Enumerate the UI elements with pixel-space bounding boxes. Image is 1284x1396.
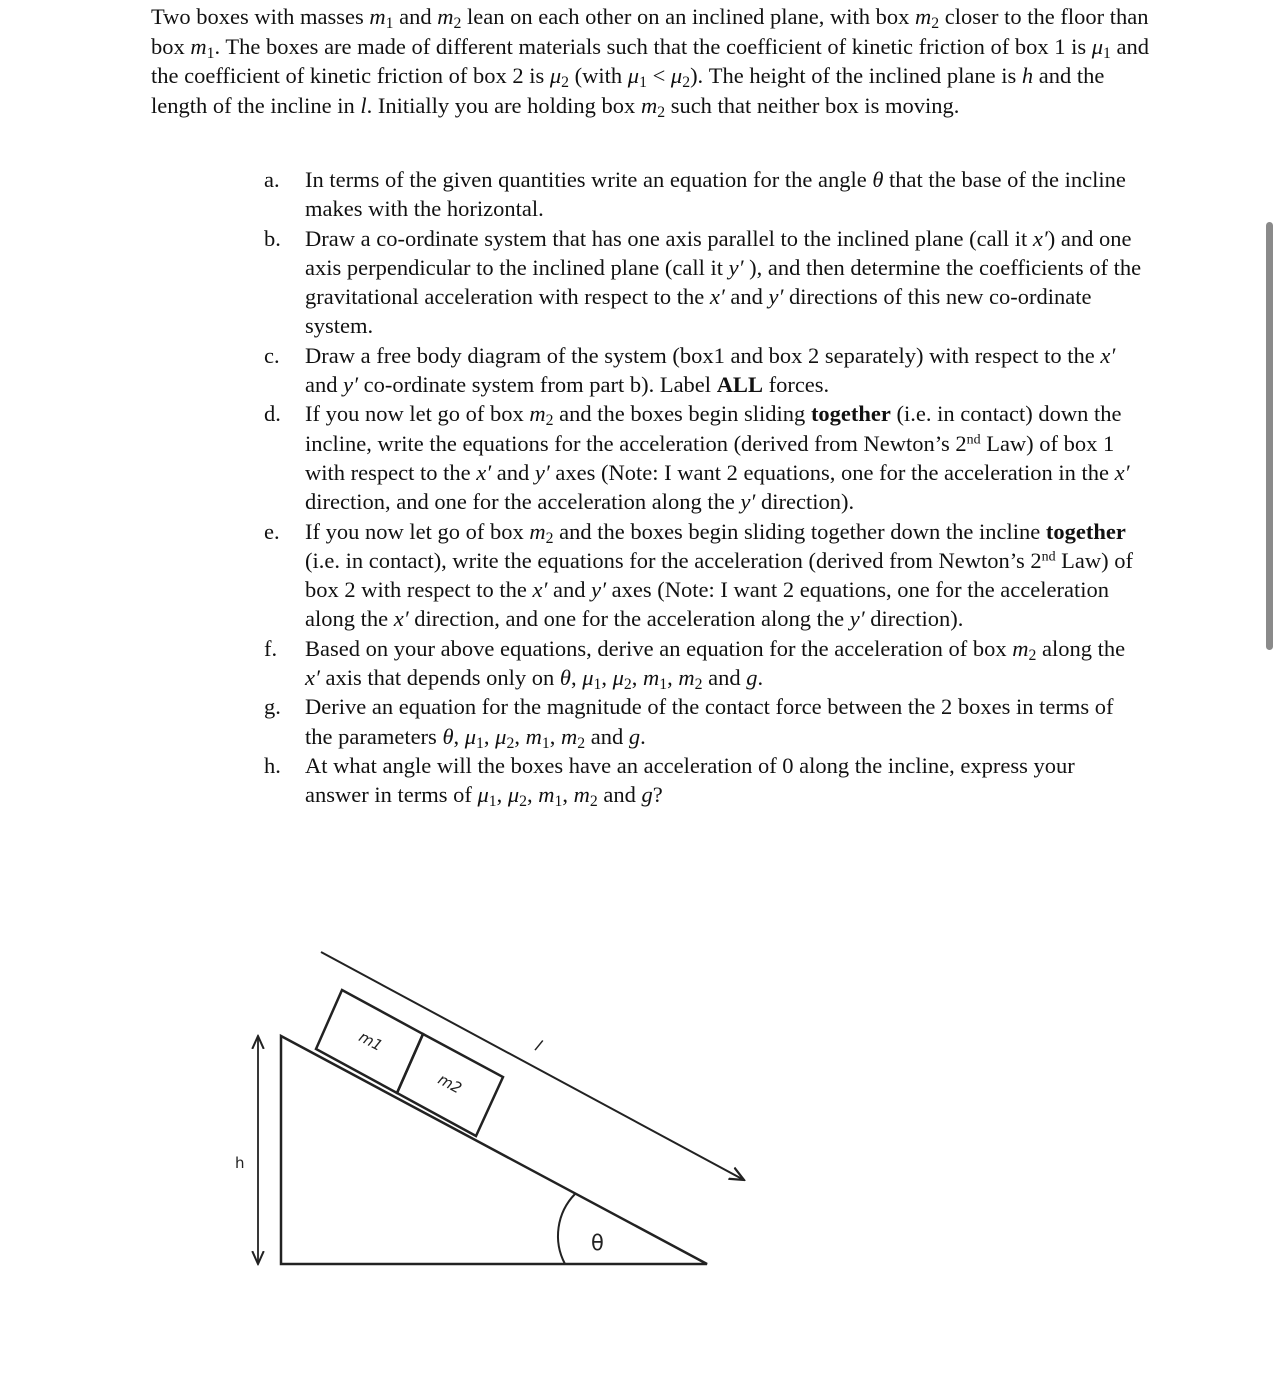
problem-statement: Two boxes with masses $m_1$ and $m_2$ lean on each other on an inclined plane, with box $m_2$ closer to the floor than box $m_1$. The boxes are made of different materials such that the coefficient of kinetic friction of box 1 is $\mu_1$ and the coefficient of kinetic friction of box 2 is $\mu_2$ (with $\mu_1 < \mu_2$). The height of the inclined plane is h and the length of the incline in l. Initially you are holding box $m_2$ such that neither box is moving.	[151, 4, 1150, 121]
length-arrow	[321, 952, 744, 1180]
question-label: f.	[264, 635, 278, 661]
question-label: a.	[264, 167, 280, 192]
question-text: At what angle will the boxes have an acceleration of 0 along the incline, express your answer in terms of $\mu_1$, $\mu_2$, $m_1$, $m_2$ and g?	[305, 752, 1075, 811]
height-label: h	[235, 1154, 245, 1172]
question-label: c.	[264, 342, 280, 368]
question-text: Derive an equation for the magnitude of the contact force between the 2 boxes in terms of the parameters θ, $\mu_1$, $\mu_2$, $m_1$, $m_2$ and g.	[305, 694, 1114, 752]
question-text: If you now let go of box $m_2$ and the boxes begin sliding together (i.e. in contact) down the incline, write the equations for the acceleration (derived from Newton’s 2nd Law) of box 1 with respect to the x′ and y′ axes (Note: I want 2 equations, one for the acceleration in the x′ direction, and one for the acceleration along the y′ direction).	[305, 401, 1130, 515]
angle-arc	[558, 1194, 575, 1264]
question-label: d.	[264, 401, 281, 427]
question-label: e.	[264, 518, 280, 544]
question-text: In terms of the given quantities write an equation for the angle θ that the base of the incline makes with the horizontal.	[305, 167, 1126, 222]
question-label: b.	[264, 225, 281, 251]
question-label: h.	[264, 752, 281, 778]
question-text: Draw a co-ordinate system that has one axis parallel to the inclined plane (call it x′) and one axis perpendicular to the inclined plane (call it y′ ), and then determine the coefficients of the gravitational acceleration with respect to the x′ and y′ directions of this new co-ordinate system.	[305, 225, 1142, 339]
question-text: Based on your above equations, derive an equation for the acceleration of box $m_2$ along the x′ axis that depends only on θ, $\mu_1$, $\mu_2$, $m_1$, $m_2$ and g.	[305, 635, 1126, 693]
box-m2-label: m2	[435, 1070, 465, 1098]
question-text: Draw a free body diagram of the system (box1 and box 2 separately) with respect to the x′ and y′ co-ordinate system from part b). Label ALL forces.	[305, 342, 1116, 398]
angle-label: θ	[591, 1231, 604, 1255]
box-m1-label: m1	[355, 1027, 386, 1055]
question-text: If you now let go of box $m_2$ and the boxes begin sliding together down the incline together (i.e. in contact), write the equations for the acceleration (derived from Newton’s 2nd Law) of box 2 with respect to the x′ and y′ axes (Note: I want 2 equations, one for the acceleration along the x′ direction, and one for the acceleration along the y′ direction).	[305, 518, 1133, 632]
vertical-scrollbar[interactable]	[1266, 222, 1273, 650]
length-label: l	[532, 1036, 545, 1056]
question-label: g.	[264, 694, 281, 720]
incline-triangle	[281, 1036, 707, 1264]
